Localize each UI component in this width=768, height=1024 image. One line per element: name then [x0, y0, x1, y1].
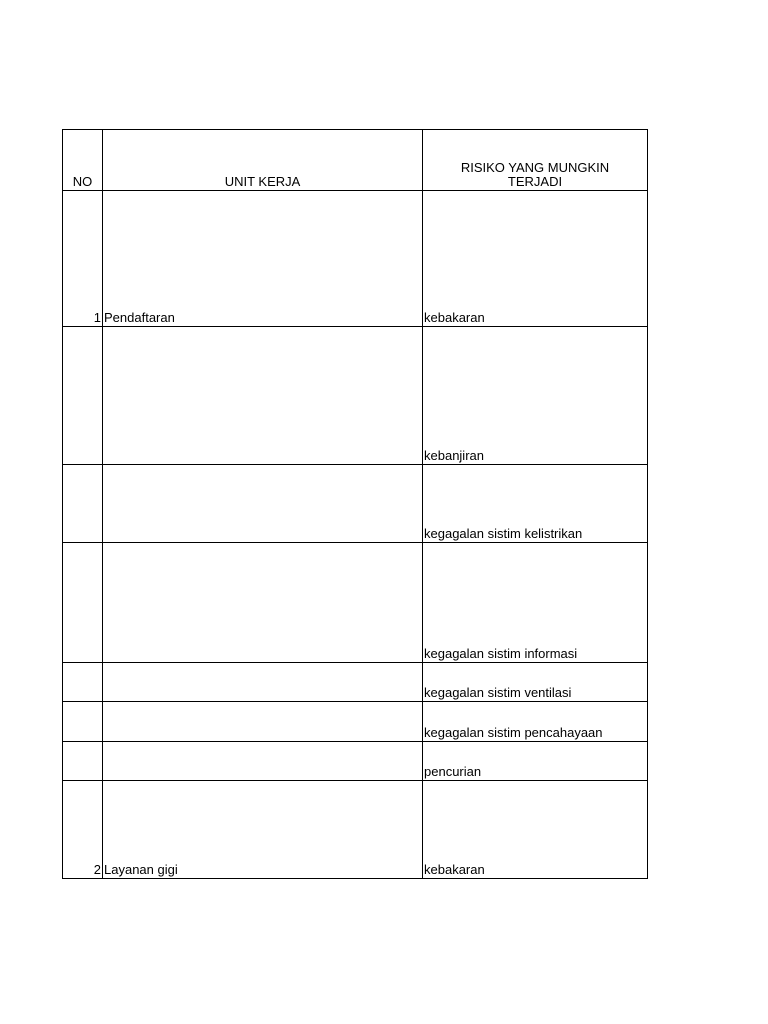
header-no[interactable]: NO [63, 130, 103, 191]
cell-no[interactable] [63, 702, 103, 742]
cell-unit-kerja[interactable] [103, 543, 423, 663]
cell-no[interactable] [63, 543, 103, 663]
cell-risiko[interactable]: kebakaran [423, 191, 648, 327]
cell-risiko[interactable]: pencurian [423, 742, 648, 781]
risk-table [62, 129, 648, 879]
cell-unit-kerja[interactable] [103, 465, 423, 543]
table-row [63, 327, 648, 465]
table-row [63, 742, 648, 781]
table-row [63, 465, 648, 543]
cell-risiko[interactable]: kegagalan sistim informasi [423, 543, 648, 663]
table-row [63, 702, 648, 742]
cell-unit-kerja[interactable] [103, 327, 423, 465]
cell-unit-kerja[interactable]: Layanan gigi [103, 781, 423, 879]
cell-no[interactable]: 2 [63, 781, 103, 879]
cell-risiko[interactable]: kebanjiran [423, 327, 648, 465]
table-row [63, 663, 648, 702]
header-risiko-label: RISIKO YANG MUNGKIN TERJADI [460, 160, 610, 189]
header-unit-kerja[interactable]: UNIT KERJA [103, 130, 423, 191]
cell-no[interactable] [63, 742, 103, 781]
cell-no[interactable]: 1 [63, 191, 103, 327]
cell-no[interactable] [63, 465, 103, 543]
cell-unit-kerja[interactable] [103, 702, 423, 742]
cell-no[interactable] [63, 327, 103, 465]
table-row [63, 543, 648, 663]
cell-risiko[interactable]: kegagalan sistim pencahayaan [423, 702, 648, 742]
cell-risiko[interactable]: kegagalan sistim ventilasi [423, 663, 648, 702]
header-risiko[interactable] [423, 130, 648, 191]
cell-unit-kerja[interactable] [103, 742, 423, 781]
cell-risiko[interactable]: kebakaran [423, 781, 648, 879]
header-row [63, 130, 648, 191]
spreadsheet-sheet [62, 129, 648, 879]
cell-no[interactable] [63, 663, 103, 702]
cell-unit-kerja[interactable] [103, 663, 423, 702]
cell-unit-kerja[interactable]: Pendaftaran [103, 191, 423, 327]
cell-risiko[interactable]: kegagalan sistim kelistrikan [423, 465, 648, 543]
table-row [63, 781, 648, 879]
table-row [63, 191, 648, 327]
